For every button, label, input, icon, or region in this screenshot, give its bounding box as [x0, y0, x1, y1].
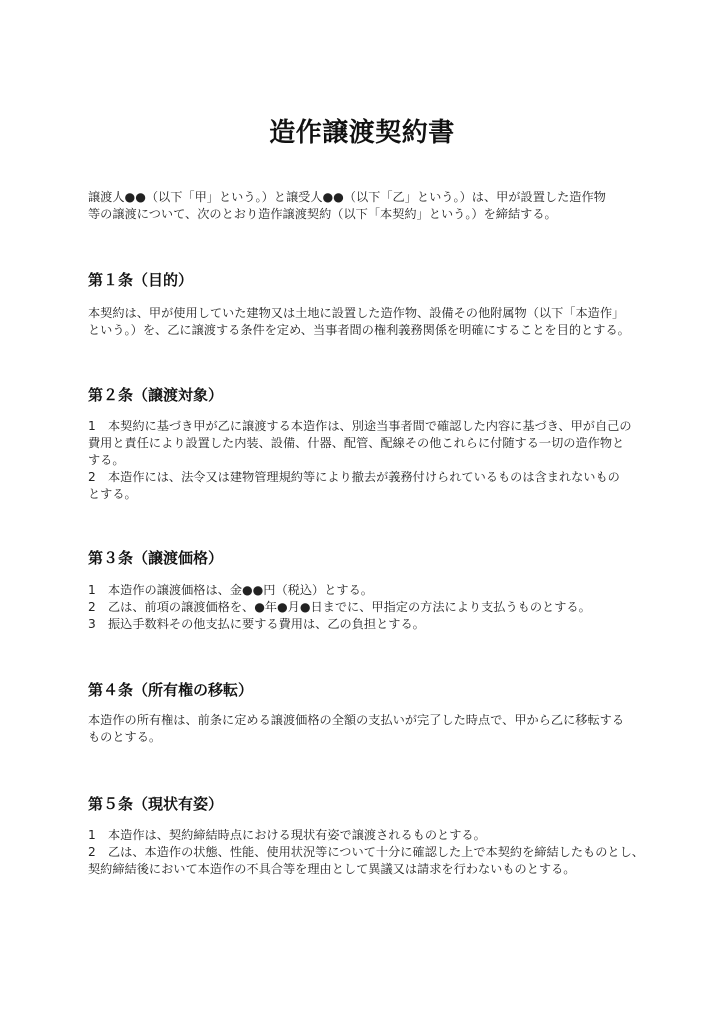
article-line: 1 本造作は、契約締結時点における現状有姿で譲渡されるものとする。	[88, 828, 486, 842]
article-line: 費用と責任により設置した内装、設備、什器、配管、配線その他これらに付随する一切の造作物と	[88, 436, 625, 450]
article-3-body	[88, 582, 668, 633]
article-3-heading: 第３条（譲渡価格）	[88, 549, 224, 567]
intro-line: 等の譲渡について、次のとおり造作譲渡契約（以下「本契約」という。）を締結する。	[88, 207, 557, 221]
intro-paragraph	[88, 189, 668, 223]
article-2-heading: 第２条（譲渡対象）	[88, 386, 224, 404]
article-line: 契約締結後において本造作の不具合等を理由として異議又は請求を行わないものとする。	[88, 862, 576, 876]
article-4-body	[88, 712, 668, 746]
article-2-body	[88, 418, 668, 503]
article-5-heading: 第５条（現状有姿）	[88, 795, 224, 813]
article-line: 2 乙は、本造作の状態、性能、使用状況等について十分に確認した上で本契約を締結したものとし、	[88, 845, 644, 859]
article-line: とする。	[88, 487, 137, 501]
article-4-heading: 第４条（所有権の移転）	[88, 681, 254, 699]
article-line: 1 本契約に基づき甲が乙に譲渡する本造作は、別途当事者間で確認した内容に基づき、甲が自己の	[88, 419, 632, 433]
article-line: 本契約は、甲が使用していた建物又は土地に設置した造作物、設備その他附属物（以下「本造作」	[88, 306, 625, 320]
article-line: する。	[88, 453, 125, 467]
intro-line: 譲渡人●●（以下「甲」という。）と譲受人●●（以下「乙」という。）は、甲が設置した造作物	[88, 190, 606, 204]
article-line: という。）を、乙に譲渡する条件を定め、当事者間の権利義務関係を明確にすることを目的とする。	[88, 323, 630, 337]
article-line: ものとする。	[88, 730, 162, 744]
article-1-heading: 第１条（目的）	[88, 271, 194, 289]
article-1-body	[88, 305, 668, 339]
article-line: 1 本造作の譲渡価格は、金●●円（税込）とする。	[88, 583, 373, 597]
article-line: 本造作の所有権は、前条に定める譲渡価格の全額の支払いが完了した時点で、甲から乙に移転する	[88, 713, 625, 727]
article-line: 2 乙は、前項の譲渡価格を、●年●月●日までに、甲指定の方法により支払うものとする。	[88, 600, 591, 614]
document-title: 造作譲渡契約書	[269, 118, 455, 148]
article-5-body	[88, 827, 668, 878]
article-line: 3 振込手数料その他支払に要する費用は、乙の負担とする。	[88, 617, 425, 631]
article-line: 2 本造作には、法令又は建物管理規約等により撤去が義務付けられているものは含まれないもの	[88, 470, 620, 484]
